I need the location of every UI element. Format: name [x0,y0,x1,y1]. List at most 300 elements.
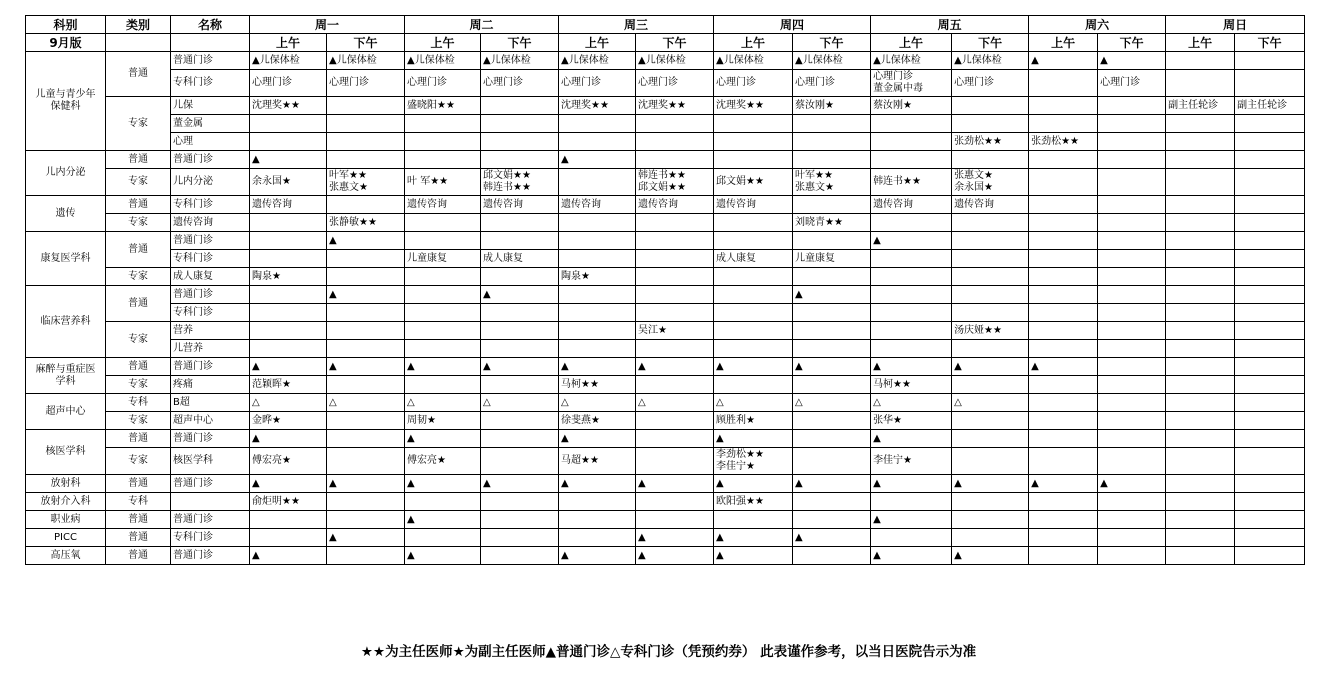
slot-cell [1029,250,1098,268]
type-label: 普通 [106,547,171,565]
slot-cell: ▲ [327,232,405,250]
slot-cell [793,376,871,394]
table-row [26,412,1305,430]
slot-cell [1098,511,1166,529]
type-label: 普通 [106,151,171,169]
slot-cell: ▲ [481,475,559,493]
slot-cell: ▲ [327,358,405,376]
slot-cell [793,196,871,214]
slot-cell: 张劲松★★ [952,133,1029,151]
slot-cell [1098,547,1166,565]
clinic-name [171,493,250,511]
slot-cell [952,214,1029,232]
slot-cell: △ [714,394,793,412]
slot-cell [1166,547,1235,565]
slot-cell: ▲儿保体检 [952,52,1029,70]
slot-cell [952,493,1029,511]
slot-cell [481,115,559,133]
slot-cell [793,115,871,133]
slot-cell [1029,511,1098,529]
slot-cell: 遗传咨询 [559,196,636,214]
slot-cell: ▲ [871,475,952,493]
schedule-table [25,15,1305,565]
slot-cell [636,115,714,133]
table-row [26,394,1305,412]
type-label: 专家 [106,97,171,151]
slot-cell: 沈理奖★★ [714,97,793,115]
slot-cell: 张华★ [871,412,952,430]
header-row-days [26,16,1305,34]
slot-cell [952,115,1029,133]
type-label: 普通 [106,196,171,214]
slot-cell [1166,70,1235,97]
dept-label: 儿童与青少年 保健科 [26,52,106,151]
slot-cell: ▲ [250,151,327,169]
slot-cell [714,214,793,232]
slot-cell [1098,268,1166,286]
slot-cell: ▲儿保体检 [636,52,714,70]
table-row [26,340,1305,358]
clinic-name: 普通门诊 [171,475,250,493]
slot-cell: 马柯★★ [559,376,636,394]
header-row-periods [26,34,1305,52]
clinic-name: B超 [171,394,250,412]
slot-cell [952,340,1029,358]
slot-cell: 心理门诊 [793,70,871,97]
slot-cell [952,376,1029,394]
slot-cell [952,286,1029,304]
type-label: 专家 [106,322,171,358]
slot-cell: 欧阳强★★ [714,493,793,511]
type-label: 普通 [106,358,171,376]
slot-cell [1235,115,1305,133]
slot-cell [871,304,952,322]
header-pm: 下午 [1235,34,1305,52]
slot-cell [793,151,871,169]
type-label: 专家 [106,214,171,232]
slot-cell: 马柯★★ [871,376,952,394]
slot-cell [327,196,405,214]
clinic-name: 普通门诊 [171,358,250,376]
slot-cell [1029,70,1098,97]
slot-cell [327,448,405,475]
slot-cell [714,232,793,250]
header-am: 上午 [250,34,327,52]
slot-cell [636,511,714,529]
slot-cell [636,151,714,169]
slot-cell [1166,448,1235,475]
slot-cell [250,304,327,322]
slot-cell: ▲ [1098,52,1166,70]
slot-cell: 成人康复 [714,250,793,268]
slot-cell: 心理门诊 [714,70,793,97]
slot-cell [327,376,405,394]
slot-cell [1098,169,1166,196]
slot-cell [871,268,952,286]
table-row [26,268,1305,286]
slot-cell: ▲ [793,475,871,493]
clinic-name: 疼痛 [171,376,250,394]
slot-cell [952,304,1029,322]
clinic-name: 普通门诊 [171,52,250,70]
header-am: 上午 [1166,34,1235,52]
slot-cell [250,529,327,547]
slot-cell [1029,376,1098,394]
slot-cell [1098,115,1166,133]
header-am: 上午 [871,34,952,52]
slot-cell [481,448,559,475]
slot-cell [1098,133,1166,151]
slot-cell: 叶 军★★ [405,169,481,196]
slot-cell: 儿童康复 [793,250,871,268]
slot-cell [1166,52,1235,70]
slot-cell [250,286,327,304]
table-row [26,475,1305,493]
slot-cell [1235,52,1305,70]
slot-cell [405,133,481,151]
slot-cell: 遗传咨询 [714,196,793,214]
slot-cell: 沈理奖★★ [559,97,636,115]
slot-cell [1235,340,1305,358]
slot-cell [250,250,327,268]
slot-cell [327,304,405,322]
slot-cell: ▲ [636,475,714,493]
slot-cell: 叶军★★ 张惠文★ [327,169,405,196]
slot-cell [1166,214,1235,232]
slot-cell [559,232,636,250]
slot-cell [405,232,481,250]
table-row [26,511,1305,529]
slot-cell [481,151,559,169]
slot-cell [1235,430,1305,448]
slot-cell [559,304,636,322]
slot-cell: 蔡汝刚★ [793,97,871,115]
slot-cell: ▲ [714,475,793,493]
slot-cell [481,214,559,232]
slot-cell [1235,70,1305,97]
type-label: 专家 [106,412,171,430]
slot-cell: 遗传咨询 [481,196,559,214]
slot-cell: ▲ [871,430,952,448]
slot-cell [871,214,952,232]
slot-cell [714,268,793,286]
slot-cell [1235,511,1305,529]
slot-cell: 邱文娟★★ [714,169,793,196]
slot-cell [1166,196,1235,214]
dept-label: 放射科 [26,475,106,493]
clinic-name: 儿内分泌 [171,169,250,196]
slot-cell: ▲ [559,475,636,493]
slot-cell: 金晔★ [250,412,327,430]
dept-label: 高压氧 [26,547,106,565]
slot-cell [636,232,714,250]
slot-cell [793,511,871,529]
slot-cell [481,133,559,151]
type-label: 专家 [106,376,171,394]
slot-cell: 周韧★ [405,412,481,430]
slot-cell: 叶军★★ 张惠文★ [793,169,871,196]
header-day-sat: 周六 [1029,16,1166,34]
type-label: 专家 [106,268,171,286]
slot-cell [327,250,405,268]
clinic-name: 普通门诊 [171,547,250,565]
slot-cell [327,340,405,358]
slot-cell [793,304,871,322]
slot-cell: 沈理奖★★ [250,97,327,115]
slot-cell: △ [952,394,1029,412]
slot-cell: ▲ [250,430,327,448]
dept-label: PICC [26,529,106,547]
slot-cell: 陶泉★ [250,268,327,286]
slot-cell: 邱文娟★★ 韩连书★★ [481,169,559,196]
slot-cell: 张劲松★★ [1029,133,1098,151]
slot-cell: 张静敏★★ [327,214,405,232]
slot-cell [250,133,327,151]
slot-cell: ▲ [559,151,636,169]
dept-label: 超声中心 [26,394,106,430]
slot-cell [559,529,636,547]
slot-cell [481,412,559,430]
slot-cell [1166,511,1235,529]
slot-cell [1166,169,1235,196]
slot-cell [1235,196,1305,214]
slot-cell [327,430,405,448]
slot-cell [1235,232,1305,250]
table-row [26,151,1305,169]
slot-cell: ▲ [250,358,327,376]
slot-cell [1029,232,1098,250]
slot-cell [327,115,405,133]
slot-cell [1098,286,1166,304]
slot-cell: ▲ [327,286,405,304]
slot-cell [871,529,952,547]
slot-cell [1166,151,1235,169]
slot-cell [952,529,1029,547]
header-am: 上午 [714,34,793,52]
clinic-name: 心理 [171,133,250,151]
slot-cell [405,322,481,340]
slot-cell [1029,268,1098,286]
dept-label: 核医学科 [26,430,106,475]
slot-cell: ▲儿保体检 [481,52,559,70]
slot-cell: ▲儿保体检 [327,52,405,70]
slot-cell: ▲ [636,529,714,547]
slot-cell [481,232,559,250]
table-row [26,493,1305,511]
header-blank [171,34,250,52]
slot-cell [327,547,405,565]
table-row [26,322,1305,340]
slot-cell [1235,268,1305,286]
slot-cell [1098,322,1166,340]
slot-cell: ▲ [559,358,636,376]
slot-cell [952,250,1029,268]
slot-cell [1029,529,1098,547]
slot-cell: ▲ [871,511,952,529]
slot-cell [793,493,871,511]
slot-cell [952,151,1029,169]
slot-cell: 遗传咨询 [250,196,327,214]
slot-cell: ▲ [714,529,793,547]
slot-cell [871,286,952,304]
slot-cell [1029,196,1098,214]
slot-cell [1098,232,1166,250]
slot-cell: ▲儿保体检 [250,52,327,70]
slot-cell [714,340,793,358]
header-pm: 下午 [327,34,405,52]
slot-cell [327,412,405,430]
slot-cell: ▲ [871,547,952,565]
slot-cell [871,133,952,151]
slot-cell: ▲ [1029,52,1098,70]
slot-cell [1235,394,1305,412]
slot-cell [714,286,793,304]
slot-cell [1166,322,1235,340]
header-dept: 科别 [26,16,106,34]
slot-cell: 张惠文★ 余永国★ [952,169,1029,196]
clinic-name: 专科门诊 [171,304,250,322]
slot-cell [871,115,952,133]
slot-cell: △ [327,394,405,412]
slot-cell: 沈理奖★★ [636,97,714,115]
slot-cell [1029,340,1098,358]
table-row [26,232,1305,250]
slot-cell: ▲ [636,547,714,565]
slot-cell [1029,547,1098,565]
slot-cell [1235,448,1305,475]
slot-cell: 蔡汝刚★ [871,97,952,115]
slot-cell [1166,232,1235,250]
slot-cell: 李劲松★★ 李佳宁★ [714,448,793,475]
table-row [26,430,1305,448]
slot-cell [1098,529,1166,547]
slot-cell [405,268,481,286]
slot-cell: ▲ [481,286,559,304]
slot-cell [952,412,1029,430]
slot-cell [793,448,871,475]
slot-cell [1098,97,1166,115]
clinic-name: 专科门诊 [171,529,250,547]
slot-cell: ▲儿保体检 [793,52,871,70]
slot-cell [559,286,636,304]
slot-cell [1029,169,1098,196]
clinic-name: 普通门诊 [171,286,250,304]
slot-cell [1235,286,1305,304]
slot-cell: 顾胜利★ [714,412,793,430]
slot-cell [327,493,405,511]
clinic-name: 核医学科 [171,448,250,475]
slot-cell: 心理门诊 [1098,70,1166,97]
slot-cell: 韩连书★★ 邱文娟★★ [636,169,714,196]
slot-cell [871,250,952,268]
slot-cell [714,322,793,340]
header-pm: 下午 [793,34,871,52]
slot-cell [327,511,405,529]
slot-cell: ▲ [250,475,327,493]
slot-cell [405,376,481,394]
header-day-fri: 周五 [871,16,1029,34]
slot-cell: 儿童康复 [405,250,481,268]
slot-cell [1235,376,1305,394]
slot-cell: ▲ [405,358,481,376]
slot-cell [1235,214,1305,232]
slot-cell: ▲ [559,430,636,448]
slot-cell: 遗传咨询 [405,196,481,214]
slot-cell [636,133,714,151]
slot-cell [1166,340,1235,358]
header-name: 名称 [171,16,250,34]
slot-cell: ▲ [636,358,714,376]
dept-label: 麻醉与重症医 学科 [26,358,106,394]
slot-cell [714,511,793,529]
slot-cell [1166,286,1235,304]
slot-cell: △ [405,394,481,412]
slot-cell [327,151,405,169]
header-am: 上午 [405,34,481,52]
slot-cell [1235,133,1305,151]
slot-cell [405,151,481,169]
slot-cell: △ [636,394,714,412]
slot-cell: 遗传咨询 [952,196,1029,214]
slot-cell [1166,133,1235,151]
slot-cell: ▲ [327,475,405,493]
clinic-name: 董金属 [171,115,250,133]
table-row [26,133,1305,151]
slot-cell [1029,304,1098,322]
slot-cell [405,214,481,232]
clinic-name: 遗传咨询 [171,214,250,232]
slot-cell [481,376,559,394]
slot-cell [1029,151,1098,169]
slot-cell [714,115,793,133]
slot-cell: ▲ [714,547,793,565]
slot-cell [481,340,559,358]
slot-cell: ▲ [952,358,1029,376]
slot-cell: 范颖晖★ [250,376,327,394]
slot-cell [405,115,481,133]
slot-cell [250,232,327,250]
slot-cell [1235,322,1305,340]
slot-cell: ▲ [405,430,481,448]
slot-cell [1166,376,1235,394]
slot-cell: △ [250,394,327,412]
slot-cell [1098,448,1166,475]
slot-cell [636,286,714,304]
table-row [26,97,1305,115]
slot-cell: 心理门诊 [250,70,327,97]
slot-cell [871,322,952,340]
header-am: 上午 [1029,34,1098,52]
slot-cell: 心理门诊 [405,70,481,97]
slot-cell: ▲ [405,475,481,493]
slot-cell: 余永国★ [250,169,327,196]
clinic-name: 普通门诊 [171,232,250,250]
slot-cell: 心理门诊 [636,70,714,97]
slot-cell [1029,412,1098,430]
slot-cell [1029,448,1098,475]
slot-cell [636,448,714,475]
slot-cell [793,547,871,565]
slot-cell: ▲ [559,547,636,565]
slot-cell: ▲儿保体检 [405,52,481,70]
table-row [26,358,1305,376]
slot-cell [1029,322,1098,340]
clinic-name: 成人康复 [171,268,250,286]
slot-cell [714,304,793,322]
slot-cell [250,322,327,340]
slot-cell [714,376,793,394]
type-label: 专科 [106,394,171,412]
